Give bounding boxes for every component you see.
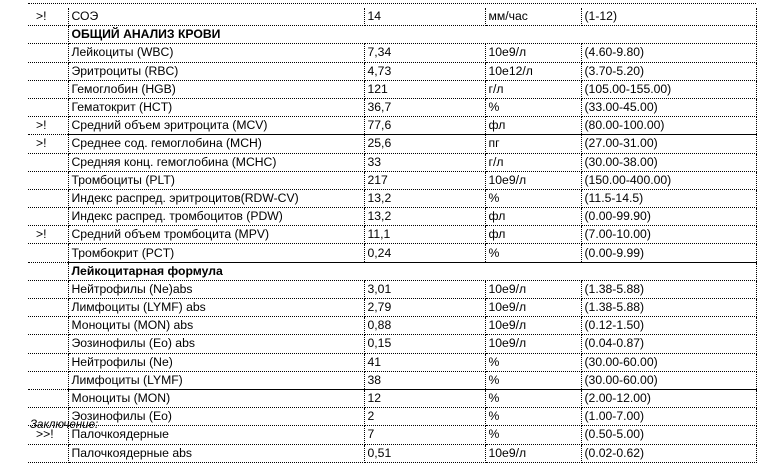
test-name: Нейтрофилы (Ne)abs bbox=[68, 280, 364, 298]
result-row bbox=[28, 62, 756, 80]
test-value: 77,6 bbox=[364, 117, 485, 135]
test-unit: % bbox=[485, 426, 581, 444]
result-row bbox=[28, 371, 756, 389]
result-row bbox=[28, 408, 756, 426]
flag-cell bbox=[28, 208, 68, 226]
test-name: Средняя конц. гемоглобина (MCHC) bbox=[68, 153, 364, 171]
section-header-row bbox=[28, 262, 756, 280]
flag-cell bbox=[28, 244, 68, 262]
result-row bbox=[28, 226, 756, 244]
flag-cell bbox=[28, 444, 68, 462]
reference-range: (0.02-0.62) bbox=[581, 444, 756, 462]
test-name: Моноциты (MON) bbox=[68, 389, 364, 407]
flag-cell: >! bbox=[28, 8, 68, 26]
test-value: 36,7 bbox=[364, 98, 485, 116]
flag-cell bbox=[28, 44, 68, 62]
test-unit: г/л bbox=[485, 153, 581, 171]
test-unit: % bbox=[485, 353, 581, 371]
test-name: Эозинофилы (Eo) abs bbox=[68, 335, 364, 353]
test-name: Эритроциты (RBC) bbox=[68, 62, 364, 80]
result-row bbox=[28, 8, 756, 26]
result-row bbox=[28, 117, 756, 135]
test-unit: % bbox=[485, 189, 581, 207]
result-row bbox=[28, 98, 756, 116]
reference-range: (33.00-45.00) bbox=[581, 98, 756, 116]
test-unit: 10e9/л bbox=[485, 44, 581, 62]
reference-range: (1.00-7.00) bbox=[581, 408, 756, 426]
flag-cell: >! bbox=[28, 226, 68, 244]
reference-range: (4.60-9.80) bbox=[581, 44, 756, 62]
result-row bbox=[28, 426, 756, 444]
test-value: 14 bbox=[364, 8, 485, 26]
test-unit: 10e9/л bbox=[485, 335, 581, 353]
result-row bbox=[28, 244, 756, 262]
result-row bbox=[28, 317, 756, 335]
test-name: Лимфоциты (LYMF) abs bbox=[68, 299, 364, 317]
flag-cell bbox=[28, 280, 68, 298]
top-rule bbox=[28, 3, 756, 4]
reference-range: (80.00-100.00) bbox=[581, 117, 756, 135]
test-name: Эозинофилы (Eo) bbox=[68, 408, 364, 426]
test-name: Палочкоядерные abs bbox=[68, 444, 364, 462]
test-unit: фл bbox=[485, 208, 581, 226]
test-value: 0,51 bbox=[364, 444, 485, 462]
test-unit: фл bbox=[485, 226, 581, 244]
result-row bbox=[28, 280, 756, 298]
reference-range: (30.00-60.00) bbox=[581, 353, 756, 371]
test-value: 33 bbox=[364, 153, 485, 171]
test-name: СОЭ bbox=[68, 8, 364, 26]
test-name: Гематокрит (HCT) bbox=[68, 98, 364, 116]
reference-range: (0.50-5.00) bbox=[581, 426, 756, 444]
test-value: 7 bbox=[364, 426, 485, 444]
flag-cell bbox=[28, 317, 68, 335]
lab-results-table bbox=[28, 8, 757, 463]
test-unit: % bbox=[485, 98, 581, 116]
test-value: 12 bbox=[364, 389, 485, 407]
result-row bbox=[28, 171, 756, 189]
reference-range: (0.04-0.87) bbox=[581, 335, 756, 353]
reference-range: (0.00-9.99) bbox=[581, 244, 756, 262]
test-name: Средний объем эритроцита (MCV) bbox=[68, 117, 364, 135]
flag-cell bbox=[28, 389, 68, 407]
reference-range: (0.00-99.90) bbox=[581, 208, 756, 226]
result-row bbox=[28, 335, 756, 353]
test-value: 4,73 bbox=[364, 62, 485, 80]
section-spacer bbox=[581, 26, 756, 44]
section-spacer bbox=[581, 262, 756, 280]
result-row bbox=[28, 208, 756, 226]
test-name: Индекс распред. тромбоцитов (PDW) bbox=[68, 208, 364, 226]
test-unit: % bbox=[485, 408, 581, 426]
flag-cell bbox=[28, 262, 68, 280]
test-value: 7,34 bbox=[364, 44, 485, 62]
result-row bbox=[28, 135, 756, 153]
section-header-row bbox=[28, 26, 756, 44]
section-title: ОБЩИЙ АНАЛИЗ КРОВИ bbox=[68, 26, 581, 44]
reference-range: (27.00-31.00) bbox=[581, 135, 756, 153]
test-unit: 10e12/л bbox=[485, 62, 581, 80]
test-unit: % bbox=[485, 244, 581, 262]
reference-range: (30.00-38.00) bbox=[581, 153, 756, 171]
test-value: 0,88 bbox=[364, 317, 485, 335]
test-name: Моноциты (MON) abs bbox=[68, 317, 364, 335]
test-value: 0,24 bbox=[364, 244, 485, 262]
test-unit: % bbox=[485, 371, 581, 389]
test-unit: % bbox=[485, 389, 581, 407]
test-value: 38 bbox=[364, 371, 485, 389]
result-row bbox=[28, 353, 756, 371]
reference-range: (0.12-1.50) bbox=[581, 317, 756, 335]
reference-range: (30.00-60.00) bbox=[581, 371, 756, 389]
test-value: 2,79 bbox=[364, 299, 485, 317]
test-name: Гемоглобин (HGB) bbox=[68, 80, 364, 98]
test-unit: 10e9/л bbox=[485, 280, 581, 298]
result-row bbox=[28, 44, 756, 62]
reference-range: (3.70-5.20) bbox=[581, 62, 756, 80]
flag-cell bbox=[28, 189, 68, 207]
test-name: Индекс распред. эритроцитов(RDW-CV) bbox=[68, 189, 364, 207]
test-unit: г/л bbox=[485, 80, 581, 98]
test-unit: 10e9/л bbox=[485, 444, 581, 462]
test-value: 41 bbox=[364, 353, 485, 371]
reference-range: (2.00-12.00) bbox=[581, 389, 756, 407]
test-unit: 10e9/л bbox=[485, 171, 581, 189]
test-name: Тромбоциты (PLT) bbox=[68, 171, 364, 189]
test-name: Средний объем тромбоцита (MPV) bbox=[68, 226, 364, 244]
test-value: 2 bbox=[364, 408, 485, 426]
results-body bbox=[28, 8, 756, 462]
test-name: Палочкоядерные bbox=[68, 426, 364, 444]
reference-range: (11.5-14.5) bbox=[581, 189, 756, 207]
result-row bbox=[28, 444, 756, 462]
flag-cell bbox=[28, 171, 68, 189]
test-value: 3,01 bbox=[364, 280, 485, 298]
test-value: 0,15 bbox=[364, 335, 485, 353]
flag-cell bbox=[28, 371, 68, 389]
flag-cell: >>! bbox=[28, 426, 68, 444]
test-value: 217 bbox=[364, 171, 485, 189]
flag-cell bbox=[28, 353, 68, 371]
result-row bbox=[28, 189, 756, 207]
conclusion-label: Заключение: bbox=[30, 419, 99, 431]
flag-cell bbox=[28, 335, 68, 353]
test-value: 25,6 bbox=[364, 135, 485, 153]
reference-range: (7.00-10.00) bbox=[581, 226, 756, 244]
test-unit: фл bbox=[485, 117, 581, 135]
reference-range: (150.00-400.00) bbox=[581, 171, 756, 189]
result-row bbox=[28, 80, 756, 98]
test-value: 11,1 bbox=[364, 226, 485, 244]
test-name: Тромбокрит (PCT) bbox=[68, 244, 364, 262]
section-title: Лейкоцитарная формула bbox=[68, 262, 581, 280]
test-name: Лейкоциты (WBC) bbox=[68, 44, 364, 62]
flag-cell bbox=[28, 26, 68, 44]
result-row bbox=[28, 299, 756, 317]
reference-range: (1.38-5.88) bbox=[581, 280, 756, 298]
test-unit: 10e9/л bbox=[485, 317, 581, 335]
test-value: 121 bbox=[364, 80, 485, 98]
reference-range: (1-12) bbox=[581, 8, 756, 26]
test-unit: пг bbox=[485, 135, 581, 153]
test-name: Среднее сод. гемоглобина (MCH) bbox=[68, 135, 364, 153]
flag-cell bbox=[28, 299, 68, 317]
reference-range: (105.00-155.00) bbox=[581, 80, 756, 98]
test-name: Лимфоциты (LYMF) bbox=[68, 371, 364, 389]
result-row bbox=[28, 389, 756, 407]
flag-cell: >! bbox=[28, 117, 68, 135]
test-value: 13,2 bbox=[364, 189, 485, 207]
flag-cell bbox=[28, 153, 68, 171]
test-unit: мм/час bbox=[485, 8, 581, 26]
reference-range: (1.38-5.88) bbox=[581, 299, 756, 317]
flag-cell bbox=[28, 62, 68, 80]
flag-cell: >! bbox=[28, 135, 68, 153]
test-value: 13,2 bbox=[364, 208, 485, 226]
test-unit: 10e9/л bbox=[485, 299, 581, 317]
test-name: Нейтрофилы (Ne) bbox=[68, 353, 364, 371]
flag-cell bbox=[28, 80, 68, 98]
result-row bbox=[28, 153, 756, 171]
flag-cell bbox=[28, 98, 68, 116]
